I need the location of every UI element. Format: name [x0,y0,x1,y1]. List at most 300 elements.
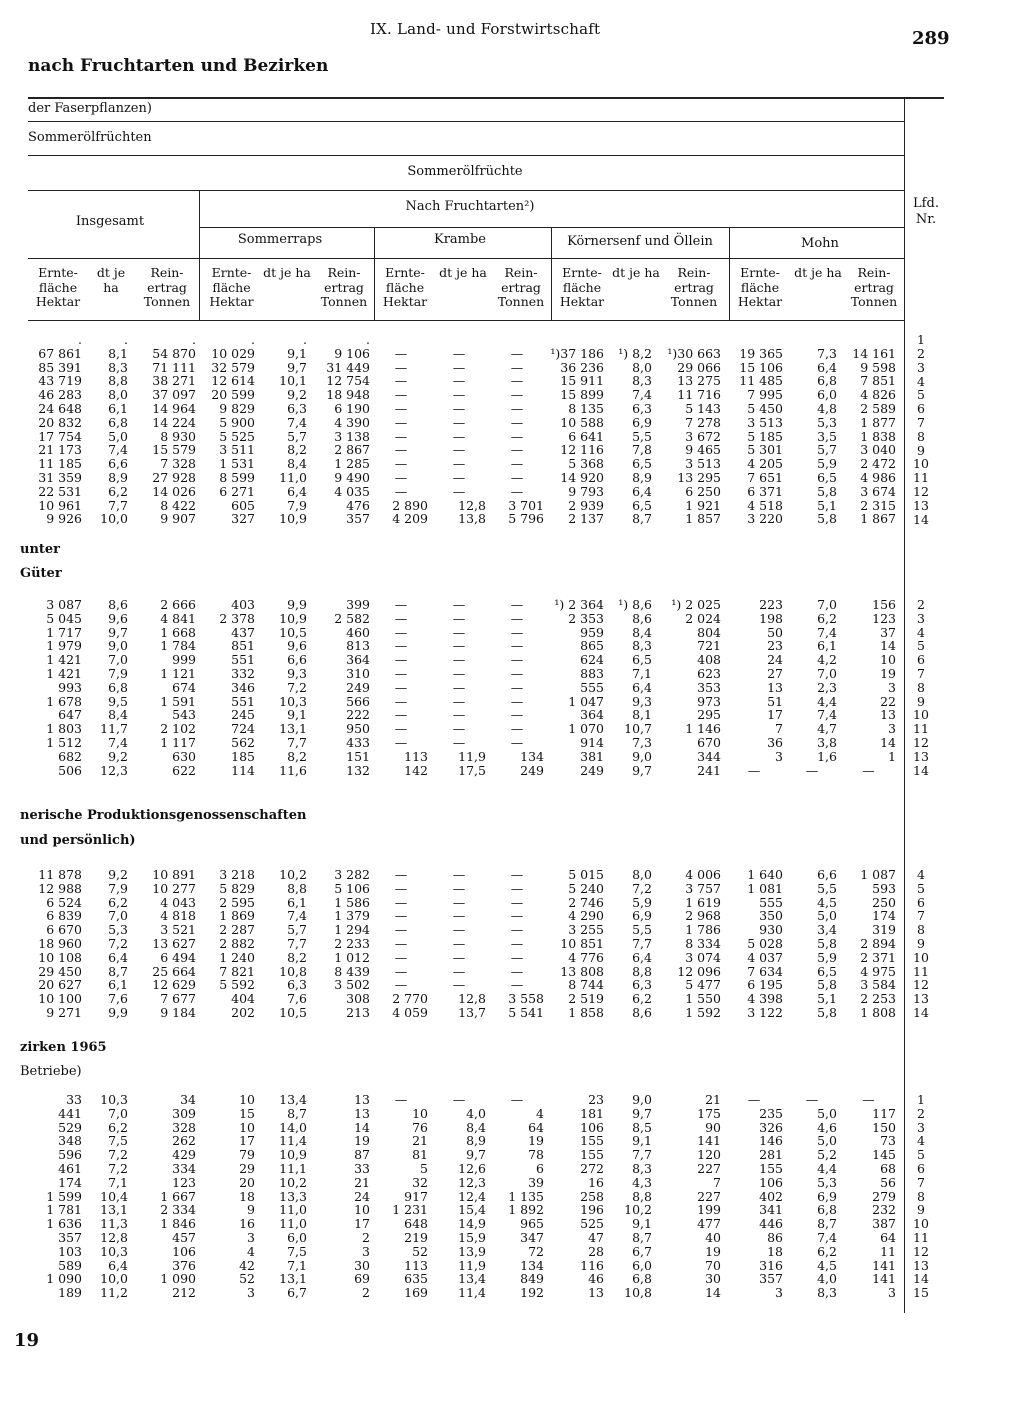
table-cell: 11,9 [458,749,486,764]
table-cell: — [394,735,408,750]
row-number: 1 [917,1092,925,1107]
table-cell: 5 185 [747,429,783,444]
table-row [26,612,900,626]
table-cell: 5,5 [632,923,652,937]
table-cell: 2 894 [860,936,896,951]
table-cell: 6,2 [108,484,128,499]
table-cell: — [452,909,466,924]
table-row [26,1176,900,1190]
table-cell: 4,7 [817,722,837,736]
table-cell: — [452,735,466,750]
table-row [26,750,900,764]
table-cell: ¹)37 186 [550,346,604,361]
table-cell: 29 450 [38,964,82,979]
table-cell: 7,8 [632,443,652,458]
table-cell: 6,4 [632,484,652,499]
table-cell: 7 995 [747,388,783,402]
table-cell: — [452,388,466,402]
table-cell: 11,7 [100,722,128,736]
table-cell: 13 627 [152,936,196,951]
table-cell: 12 629 [152,978,196,993]
rule [28,320,904,321]
table-cell: 15 [239,1106,255,1121]
table-cell: 6,4 [108,1258,128,1273]
table-cell: 721 [697,639,721,654]
column-heading: Rein- ertrag Tonnen [850,265,898,309]
table-cell: 6,3 [287,401,307,416]
table-cell: — [394,625,408,640]
table-cell: 87 [354,1148,370,1162]
table-cell: 1 808 [860,1005,896,1020]
table-cell: 37 097 [152,388,196,402]
table-cell: 11,4 [279,1134,307,1149]
table-cell: 3 757 [685,881,721,896]
table-cell: 1 599 [46,1189,82,1204]
table-cell: 6,2 [632,992,652,1006]
table-row [26,992,900,1006]
table-cell: 3 [247,1230,255,1245]
table-cell: 10,4 [100,1189,128,1204]
table-cell: 69 [354,1272,370,1287]
table-cell: 682 [58,749,82,764]
table-cell: 23 [588,1093,604,1107]
table-cell: 623 [697,666,721,681]
table-cell: 14 026 [152,484,196,499]
table-cell: 8,6 [108,598,128,612]
table-cell: 241 [697,763,721,778]
table-cell: — [394,388,408,402]
table-cell: 79 [239,1148,255,1162]
table-cell: 9,6 [108,611,128,626]
table-cell: 3,4 [817,923,837,937]
table-cell: 64 [880,1230,896,1245]
table-cell: 10,3 [279,694,307,709]
table-cell: 5,8 [817,1005,837,1020]
table-cell: 219 [404,1230,428,1245]
table-cell: — [510,694,524,709]
table-cell: 22 [880,694,896,709]
table-cell: 18 948 [326,388,370,402]
table-cell: — [510,735,524,750]
table-cell: 13 [767,680,783,695]
row-number-column [906,598,936,777]
row-number: 4 [917,867,925,882]
table-cell: 1 678 [46,694,82,709]
table-cell: 4 [536,1106,544,1121]
table-cell: 589 [58,1258,82,1273]
table-cell: 67 861 [38,346,82,361]
table-cell: 2 024 [685,611,721,626]
table-cell: 3 220 [747,512,783,527]
table-cell: 8,8 [108,374,128,389]
table-cell: 7,4 [287,415,307,430]
table-cell: 12 096 [677,964,721,979]
table-cell: — [394,895,408,910]
table-row [26,1231,900,1245]
table-cell: 1 047 [568,694,604,709]
table-cell: 85 391 [38,360,82,375]
table-cell: 2 770 [392,992,428,1006]
table-cell: 7,7 [287,735,307,750]
table-cell: — [394,429,408,444]
table-cell: 6,8 [817,1203,837,1218]
table-cell: 2 102 [160,722,196,736]
table-cell: 12,4 [458,1189,486,1204]
row-number: 9 [917,1202,925,1218]
table-cell: 2,3 [817,680,837,695]
table-row [26,722,900,736]
table-cell [432,333,490,347]
table-cell: — [452,484,466,499]
table-cell: 9,1 [287,346,307,361]
table-cell: 543 [172,708,196,723]
table-cell: 525 [580,1217,604,1231]
table-cell: 71 111 [152,360,196,375]
table-cell: 6,4 [632,680,652,695]
table-cell: 5 900 [219,415,255,430]
table-row [26,499,900,513]
table-cell: 2 867 [334,443,370,458]
table-cell: 17,5 [458,763,486,778]
table-cell: 36 [767,735,783,750]
table-cell: 327 [231,512,255,527]
table-cell: 134 [520,749,544,764]
table-cell: 6,5 [632,653,652,667]
row-number: 2 [917,1105,925,1121]
table-cell: 9,2 [108,749,128,764]
table-cell [548,333,608,347]
table-cell: 4 059 [392,1005,428,1020]
table-cell: 250 [872,895,896,910]
table-cell: 9,0 [632,749,652,764]
table-row [26,896,900,910]
table-cell: 68 [880,1161,896,1176]
table-cell: 3 502 [334,978,370,993]
table-cell: 6 839 [46,909,82,924]
table-row [26,868,900,882]
table-cell: 357 [58,1230,82,1245]
table-cell: 8 744 [568,978,604,993]
table-cell: 11,0 [279,470,307,485]
table-cell: 1 081 [747,881,783,896]
group-krambe: Krambe [433,232,487,247]
table-cell: 156 [872,598,896,612]
table-cell: 19 365 [739,346,783,361]
table-cell: 141 [697,1134,721,1149]
table-cell: — [510,881,524,896]
row-number: 12 [913,483,929,499]
row-number: 10 [913,1216,929,1232]
table-cell: — [394,923,408,937]
table-cell: 647 [58,708,82,723]
table-cell: 54 870 [152,346,196,361]
table-cell: 52 [239,1272,255,1287]
table-cell: 8,8 [632,1189,652,1204]
table-cell: 10 [239,1093,255,1107]
table-cell: 9 598 [860,360,896,375]
row-number: 14 [913,511,929,527]
table-cell: 4 043 [160,895,196,910]
table-row [26,430,900,444]
table-cell: 813 [346,639,370,654]
table-cell: 17 [239,1134,255,1149]
table-cell: 965 [520,1217,544,1231]
table-cell: 13 [880,708,896,723]
table-cell: — [510,374,524,389]
table-cell: 12,6 [458,1161,486,1176]
table-cell: 319 [872,923,896,937]
table-cell: 6,9 [817,1189,837,1204]
table-cell: 7,1 [287,1258,307,1273]
table-cell: 281 [759,1148,783,1162]
table-cell: 7,0 [108,653,128,667]
table-cell: 624 [580,653,604,667]
table-cell: 8,1 [108,346,128,361]
table-cell: 174 [58,1175,82,1190]
table-cell: 4,5 [817,895,837,910]
table-cell: 460 [346,625,370,640]
table-cell: 6,2 [108,1120,128,1135]
table-cell: 13 [354,1093,370,1107]
table-cell: 5 477 [685,978,721,993]
table-cell: 10,0 [100,1272,128,1287]
table-cell: 14 [354,1120,370,1135]
table-cell: 10 100 [38,992,82,1006]
table-cell: — [452,680,466,695]
table-cell: 10,5 [279,625,307,640]
table-cell: 34 [180,1093,196,1107]
rule [28,121,904,122]
table-cell: 6 250 [685,484,721,499]
table-cell: 24 [354,1189,370,1204]
table-cell: 8,4 [287,457,307,471]
table-cell: 4 290 [568,909,604,924]
table-cell: 20 627 [38,978,82,993]
table-cell: 3 122 [747,1005,783,1020]
table-cell: 232 [872,1203,896,1218]
table-cell: — [394,722,408,736]
table-cell: 249 [346,680,370,695]
table-cell: 3 558 [508,992,544,1006]
table-cell: 8,2 [287,950,307,965]
table-cell: 1 240 [219,950,255,965]
table-row [26,1245,900,1259]
table-cell: 4 [247,1244,255,1259]
table-cell: — [510,868,524,882]
table-cell: 1 846 [160,1217,196,1231]
table-cell: 2 334 [160,1203,196,1218]
table-row [26,965,900,979]
table-cell: 132 [346,763,370,778]
table-cell: 4 776 [568,950,604,965]
table-cell: 429 [172,1148,196,1162]
table-cell: 648 [404,1217,428,1231]
table-cell: 6,1 [108,978,128,993]
column-heading: Ernte- fläche Hektar [382,265,428,309]
table-cell: 1,6 [817,749,837,764]
table-cell: 7 278 [685,415,721,430]
table-cell: 3 521 [160,923,196,937]
table-cell: 6 494 [160,950,196,965]
table-cell: 9,1 [632,1217,652,1231]
table-cell: 3 672 [685,429,721,444]
table-cell: 8,9 [632,470,652,485]
table-cell: 39 [528,1175,544,1190]
table-cell: 6,1 [817,639,837,654]
table-cell: 46 [588,1272,604,1287]
table-cell: 151 [346,749,370,764]
table-cell: 6,9 [632,415,652,430]
table-cell: 11,6 [279,763,307,778]
table-cell: 9,3 [287,666,307,681]
table-cell: — [510,415,524,430]
row-number: 6 [917,894,925,910]
table-cell: 6,5 [817,470,837,485]
table-cell: 1 786 [685,923,721,937]
rule [200,227,904,228]
table-cell: 7,4 [108,443,128,458]
table-cell: 7,4 [817,625,837,640]
table-cell: — [452,401,466,416]
table-cell: — [510,895,524,910]
table-cell: 19 [880,666,896,681]
table-cell: 1 838 [860,429,896,444]
section-label: unter [20,542,61,557]
table-cell: 13 275 [677,374,721,389]
table-cell: 295 [697,708,721,723]
table-cell: 566 [346,694,370,709]
table-cell: 9,2 [287,388,307,402]
table-cell: — [452,598,466,612]
table-cell: 28 [588,1244,604,1259]
table-cell: . [78,333,82,347]
table-cell: 387 [872,1217,896,1231]
table-cell: 9 926 [46,512,82,527]
table-row [26,639,900,653]
table-cell: 46 283 [38,388,82,402]
table-cell: 6,7 [287,1286,307,1300]
table-cell: 7,4 [632,388,652,402]
table-cell: 27 [767,666,783,681]
table-cell: 18 [239,1189,255,1204]
table-cell: 6,2 [817,1244,837,1259]
table-cell: 8,1 [632,708,652,723]
table-cell: — [452,964,466,979]
table-cell: 6,8 [817,374,837,389]
row-number: 5 [917,880,925,896]
table-cell: 12 988 [38,881,82,896]
table-cell: 13 [588,1286,604,1300]
table-cell: 175 [697,1106,721,1121]
table-cell: 3 087 [46,598,82,612]
table-cell: — [510,722,524,736]
table-cell: 21 [705,1093,721,1107]
table-cell: 4 209 [392,512,428,527]
table-cell: 3 [775,749,783,764]
table-row [26,882,900,896]
row-number: 3 [917,359,925,375]
table-cell: . [303,333,307,347]
table-row [26,388,900,402]
table-cell: 9,9 [108,1005,128,1020]
table-cell: 605 [231,498,255,513]
table-cell: 562 [231,735,255,750]
table-cell: 849 [520,1272,544,1287]
table-cell: 635 [404,1272,428,1287]
rule [28,190,904,191]
table-cell: — [394,653,408,667]
table-cell: 13,9 [458,1244,486,1259]
table-cell: — [452,611,466,626]
table-cell: 917 [404,1189,428,1204]
table-cell: 81 [412,1148,428,1162]
table-cell: — [452,868,466,882]
table-cell: — [394,694,408,709]
table-cell: 8,6 [632,1005,652,1020]
table-cell: 5,1 [817,498,837,513]
table-cell: 13 808 [560,964,604,979]
table-cell: 12,8 [458,992,486,1006]
table-row [26,1121,900,1135]
table-cell: 376 [172,1258,196,1273]
section-label: Betriebe) [20,1064,82,1079]
table-cell: 21 [354,1175,370,1190]
table-row [26,402,900,416]
table-cell: 8,8 [632,964,652,979]
table-cell: 4,8 [817,401,837,416]
table-cell: — [452,625,466,640]
table-cell: — [394,708,408,723]
table-cell: 47 [588,1230,604,1245]
table-cell: 106 [759,1175,783,1190]
table-cell: 15 106 [739,360,783,375]
table-cell: 8,5 [632,1120,652,1135]
table-cell: 169 [404,1286,428,1300]
table-cell: 2 287 [219,923,255,937]
table-cell: ¹) 8,2 [618,346,652,361]
table-cell: 6,9 [632,909,652,924]
table-cell: 9,2 [108,868,128,882]
table-cell: 1 090 [46,1272,82,1287]
table-row [26,333,900,347]
rule [28,258,904,259]
table-cell: 5,8 [817,512,837,527]
table-cell: 52 [412,1244,428,1259]
table-cell: 8,9 [108,470,128,485]
table-cell: — [452,923,466,937]
table-cell: 3 701 [508,498,544,513]
table-row [26,374,900,388]
table-cell: 8,7 [108,964,128,979]
table-cell: 404 [231,992,255,1006]
table-cell: 7,5 [108,1134,128,1149]
table-cell: 1 117 [160,735,196,750]
table-row [26,1190,900,1204]
table-cell: 8,3 [108,360,128,375]
table-cell: 7,4 [108,735,128,750]
table-cell: 1 294 [334,923,370,937]
table-cell: 10,3 [100,1093,128,1107]
table-cell: 213 [346,1005,370,1020]
table-cell: 3 218 [219,868,255,882]
table-cell: 123 [872,611,896,626]
table-cell: 9,5 [108,694,128,709]
table-cell: 146 [759,1134,783,1149]
table-cell: 7,0 [817,666,837,681]
table-cell: 441 [58,1106,82,1121]
column-heading: Ernte- fläche Hektar [737,265,783,309]
table-cell [787,333,841,347]
